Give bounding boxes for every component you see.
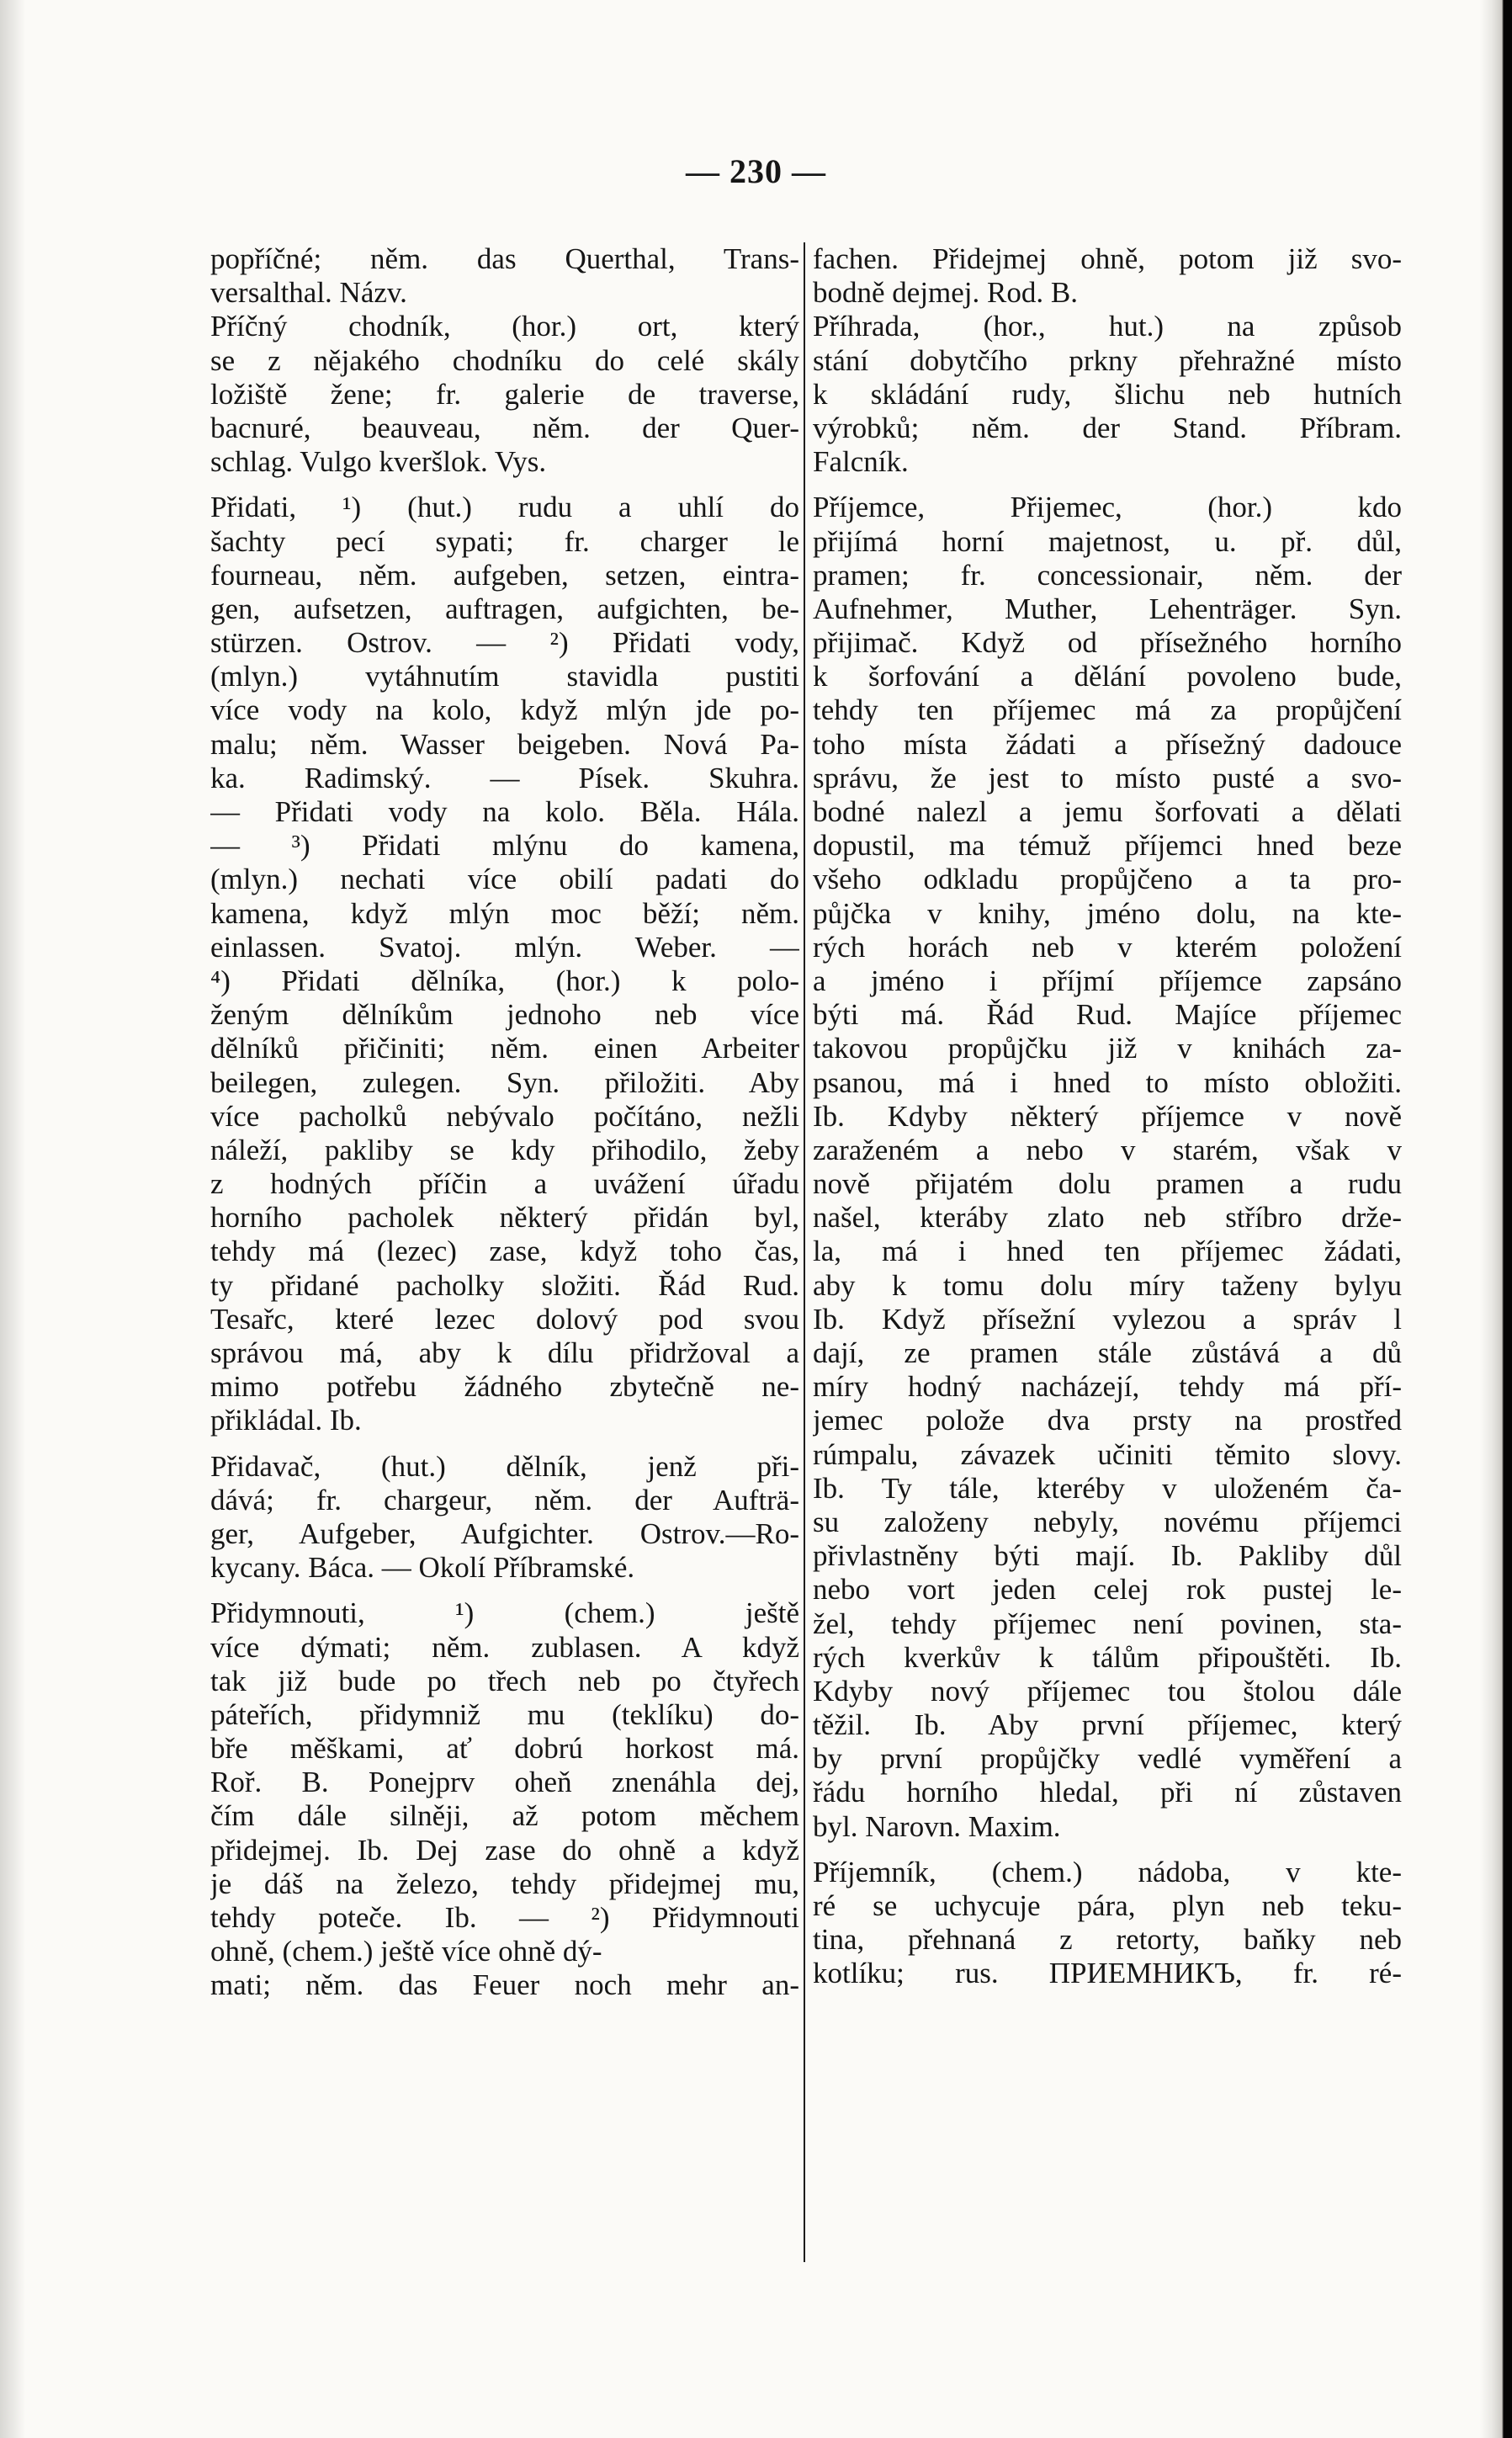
text-line: fachen. Přidejmej ohně, potom již svo- xyxy=(813,242,1402,275)
text-line: Příjemce, Přijemec, (hor.) kdo xyxy=(813,491,1402,524)
text-line: bacnuré, beauveau, něm. der Quer- xyxy=(210,411,799,444)
text-line: páteřích, přidymniž mu (teklíku) do- xyxy=(210,1697,799,1731)
text-line: tehdy má (lezec) zase, když toho čas, xyxy=(210,1235,799,1268)
text-line: nově přijatém dolu pramen a rudu xyxy=(813,1167,1402,1201)
text-line: bodné nalezl a jemu šorfovati a dělati xyxy=(813,795,1402,828)
text-line: přikládal. Ib. xyxy=(210,1404,362,1437)
column-divider xyxy=(804,242,805,2262)
left-column xyxy=(210,242,799,2003)
text-line: Přidati, ¹) (hut.) rudu a uhlí do xyxy=(210,491,799,524)
text-line: popříčné; něm. das Querthal, Trans- xyxy=(210,242,799,275)
text-line: horního pacholek některý přidán byl, xyxy=(210,1201,799,1235)
text-line: více pacholků nebývalo počítáno, nežli xyxy=(210,1099,799,1133)
text-line: dají, ze pramen stále zůstává a dů xyxy=(813,1336,1402,1369)
text-line: Ib. Když přísežní vylezou a správ l xyxy=(813,1302,1402,1336)
text-line: psanou, má i hned to místo obložiti. xyxy=(813,1065,1402,1099)
text-line: stürzen. Ostrov. — ²) Přidati vody, xyxy=(210,626,799,660)
text-line: su založeny nebyly, novému příjemci xyxy=(813,1505,1402,1538)
page-number: — 230 — xyxy=(686,152,826,190)
text-line: ženým dělníkům jednoho neb více xyxy=(210,998,799,1032)
text-line: Přidavač, (hut.) dělník, jenž při- xyxy=(210,1449,799,1483)
text-line: — Přidati vody na kolo. Běla. Hála. xyxy=(210,795,799,828)
paragraph-gap xyxy=(210,1438,799,1450)
text-line: se z nějakého chodníku do celé skály xyxy=(210,343,799,377)
text-line: aby k tomu dolu míry taženy bylyu xyxy=(813,1268,1402,1302)
text-line: Tesařc, které lezec dolový pod svou xyxy=(210,1302,799,1336)
text-line: Příjemník, (chem.) nádoba, v kte- xyxy=(813,1855,1402,1888)
text-line: kamena, když mlýn moc běží; něm. xyxy=(210,896,799,930)
text-line: malu; něm. Wasser beigeben. Nová Pa- xyxy=(210,727,799,761)
text-line: ložiště žene; fr. galerie de traverse, xyxy=(210,377,799,411)
text-line: z hodných příčin a uvážení úřadu xyxy=(210,1167,799,1201)
text-line: všeho odkladu propůjčeno a ta pro- xyxy=(813,863,1402,896)
text-line: nebo vort jeden celej rok pustej le- xyxy=(813,1573,1402,1607)
paragraph-gap xyxy=(210,479,799,491)
text-line: Příčný chodník, (hor.) ort, který xyxy=(210,310,799,343)
text-line: k skládání rudy, šlichu neb hutních xyxy=(813,377,1402,411)
text-line: šachty pecí sypati; fr. charger le xyxy=(210,524,799,558)
page-edge-right xyxy=(1480,0,1512,2438)
text-line: jemec polože dva prsty na prostřed xyxy=(813,1404,1402,1437)
text-line: kycany. Báca. — Okolí Příbramské. xyxy=(210,1551,635,1585)
text-line: zaraženém a nebo v starém, však v xyxy=(813,1133,1402,1166)
right-column xyxy=(813,242,1402,1991)
text-line: (mlyn.) nechati více obilí padati do xyxy=(210,863,799,896)
text-line: je dáš na železo, tehdy přidejmej mu, xyxy=(210,1867,799,1900)
text-line: kotlíku; rus. ПРИЕМНИКЪ, fr. ré- xyxy=(813,1957,1402,1990)
text-line: versalthal. Názv. xyxy=(210,276,407,310)
text-line: la, má i hned ten příjemec žádati, xyxy=(813,1235,1402,1268)
text-line: by první propůjčky vedlé vyměření a xyxy=(813,1742,1402,1776)
text-line: ré se uchycuje pára, plyn neb teku- xyxy=(813,1889,1402,1922)
text-line: čím dále silněji, až potom měchem xyxy=(210,1799,799,1833)
paragraph-gap xyxy=(210,1585,799,1596)
text-line: ⁴) Přidati dělníka, (hor.) k polo- xyxy=(210,964,799,997)
text-line: stání dobytčího prkny přehražné místo xyxy=(813,343,1402,377)
text-line: byl. Narovn. Maxim. xyxy=(813,1809,1061,1843)
text-line: rúmpalu, závazek učiniti těmito slovy. xyxy=(813,1437,1402,1471)
text-line: tina, přehnaná z retorty, baňky neb xyxy=(813,1923,1402,1957)
text-line: náleží, pakliby se kdy přihodilo, žeby xyxy=(210,1133,799,1166)
text-line: Přidymnouti, ¹) (chem.) ještě xyxy=(210,1596,799,1630)
text-line: k šorfování a dělání povoleno bude, xyxy=(813,660,1402,693)
text-line: půjčka v knihy, jméno dolu, na kte- xyxy=(813,896,1402,930)
text-line: takovou propůjčku již v knihách za- xyxy=(813,1032,1402,1065)
text-line: gen, aufsetzen, auftragen, aufgichten, be- xyxy=(210,592,799,625)
text-line: tehdy ten příjemec má za propůjčení xyxy=(813,693,1402,727)
page-edge-left xyxy=(0,0,25,2438)
text-line: přidejmej. Ib. Dej zase do ohně a když xyxy=(210,1833,799,1867)
text-line: mati; něm. das Feuer noch mehr an- xyxy=(210,1968,799,2002)
text-line: a jméno i příjmí příjemce zapsáno xyxy=(813,964,1402,997)
text-line: žel, tehdy příjemec není povinen, sta- xyxy=(813,1607,1402,1640)
text-line: více dýmati; něm. zublasen. A když xyxy=(210,1630,799,1664)
text-line: mimo potřebu žádného zbytečně ne- xyxy=(210,1370,799,1404)
text-line: správu, že jest to místo pusté a svo- xyxy=(813,761,1402,794)
text-line: beilegen, zulegen. Syn. přiložiti. Aby xyxy=(210,1065,799,1099)
text-line: ty přidané pacholky složiti. Řád Rud. xyxy=(210,1268,799,1302)
text-line: Příhrada, (hor., hut.) na způsob xyxy=(813,310,1402,343)
text-line: Aufnehmer, Muther, Lehenträger. Syn. xyxy=(813,592,1402,625)
text-line: pramen; fr. concessionair, něm. der xyxy=(813,558,1402,592)
text-line: rých horách neb v kterém položení xyxy=(813,930,1402,964)
text-line: Ib. Ty tále, kteréby v uloženém ča- xyxy=(813,1471,1402,1505)
text-line: tehdy poteče. Ib. — ²) Přidymnouti xyxy=(210,1901,799,1934)
paragraph-gap xyxy=(813,1844,1402,1856)
text-line: (mlyn.) vytáhnutím stavidla pustiti xyxy=(210,660,799,693)
text-line: — ³) Přidati mlýnu do kamena, xyxy=(210,829,799,863)
text-line: fourneau, něm. aufgeben, setzen, eintra- xyxy=(210,558,799,592)
text-line: výrobků; něm. der Stand. Příbram. xyxy=(813,411,1402,444)
text-line: bře měškami, ať dobrú horkost má. xyxy=(210,1732,799,1766)
text-line: našel, kteráby zlato neb stříbro drže- xyxy=(813,1201,1402,1235)
text-line: více vody na kolo, když mlýn jde po- xyxy=(210,693,799,727)
text-line: bodně dejmej. Rod. B. xyxy=(813,276,1078,310)
text-line: Kdyby nový příjemec tou štolou dále xyxy=(813,1674,1402,1708)
text-line: Roř. B. Ponejprv oheň znenáhla dej, xyxy=(210,1766,799,1799)
text-line: ohně, (chem.) ještě více ohně dý- xyxy=(210,1935,602,1968)
text-line: přijimač. Když od přísežného horního xyxy=(813,626,1402,660)
text-line: toho místa žádati a přísežný dadouce xyxy=(813,727,1402,761)
text-line: přivlastněny býti mají. Ib. Pakliby důl xyxy=(813,1539,1402,1573)
paragraph-gap xyxy=(813,479,1402,491)
text-line: řádu horního hledal, při ní zůstaven xyxy=(813,1776,1402,1809)
text-line: dává; fr. chargeur, něm. der Aufträ- xyxy=(210,1483,799,1516)
text-line: přijímá horní majetnost, u. př. důl, xyxy=(813,524,1402,558)
text-line: ka. Radimský. — Písek. Skuhra. xyxy=(210,761,799,794)
text-line: dopustil, ma témuž příjemci hned beze xyxy=(813,829,1402,863)
text-line: těžil. Ib. Aby první příjemec, který xyxy=(813,1708,1402,1742)
text-line: správou má, aby k dílu přidržoval a xyxy=(210,1336,799,1369)
text-line: rých kverkův k tálům připouštěti. Ib. xyxy=(813,1640,1402,1674)
text-line: ger, Aufgeber, Aufgichter. Ostrov.—Ro- xyxy=(210,1516,799,1550)
text-line: Ib. Kdyby některý příjemce v nově xyxy=(813,1099,1402,1133)
text-line: míry hodný nacházejí, tehdy má pří- xyxy=(813,1370,1402,1404)
text-line: einlassen. Svatoj. mlýn. Weber. — xyxy=(210,930,799,964)
text-line: dělníků přičiniti; něm. einen Arbeiter xyxy=(210,1032,799,1065)
text-line: býti má. Řád Rud. Majíce příjemec xyxy=(813,998,1402,1032)
text-line: Falcník. xyxy=(813,445,909,479)
text-line: schlag. Vulgo kveršlok. Vys. xyxy=(210,445,547,479)
text-line: tak již bude po třech neb po čtyřech xyxy=(210,1664,799,1697)
